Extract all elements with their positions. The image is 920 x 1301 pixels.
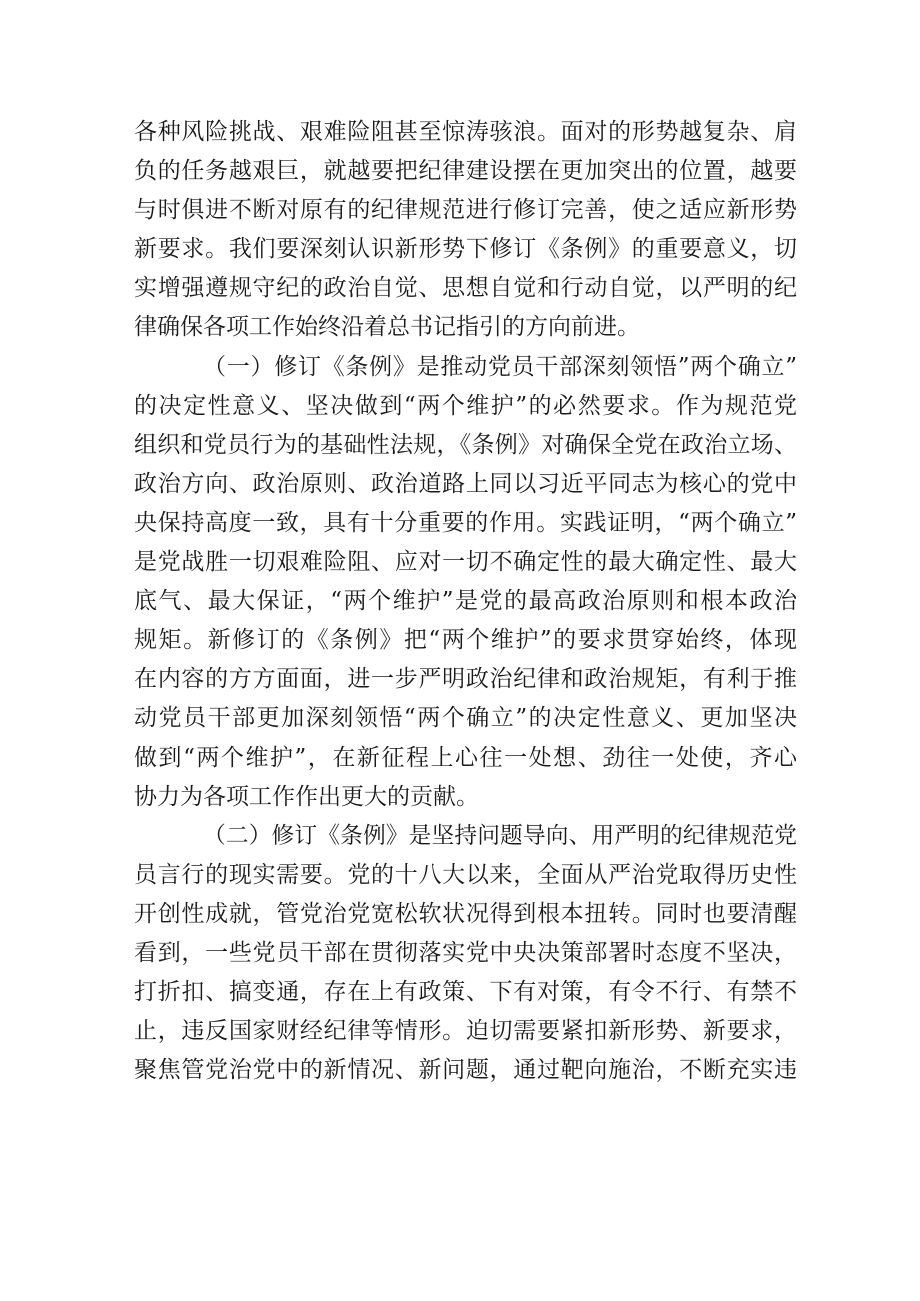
section-heading-line: （一）修订《条例》是推动党员干部深刻领悟”两个确立” bbox=[203, 353, 797, 380]
paragraph-section-2 bbox=[134, 817, 797, 1091]
text-line: 员言行的现实需要。党的十八大以来，全面从严治党取得历史性 bbox=[134, 861, 797, 888]
text-line: 协力为各项工作作出更大的贡献。 bbox=[134, 783, 479, 810]
text-line: 止，违反国家财经纪律等情形。迫切需要紧扣新形势、新要求， bbox=[134, 1018, 797, 1045]
document-body bbox=[134, 113, 797, 1090]
text-line: 央保持高度一致，具有十分重要的作用。实践证明，“两个确立” bbox=[134, 509, 797, 536]
section-heading-line: （二）修订《条例》是坚持问题导向、用严明的纪律规范党 bbox=[203, 822, 797, 849]
text-line: 律确保各项工作始终沿着总书记指引的方向前进。 bbox=[134, 314, 640, 341]
text-line: 与时俱进不断对原有的纪律规范进行修订完善，使之适应新形势 bbox=[134, 197, 797, 224]
text-line: 新要求。我们要深刻认识新形势下修订《条例》的重要意义，切 bbox=[134, 236, 797, 263]
paragraph-section-1 bbox=[134, 348, 797, 817]
text-line: 是党战胜一切艰难险阻、应对一切不确定性的最大确定性、最大 bbox=[134, 549, 797, 576]
text-line: 的决定性意义、坚决做到“两个维护”的必然要求。作为规范党 bbox=[134, 392, 797, 419]
text-line: 负的任务越艰巨，就越要把纪律建设摆在更加突出的位置，越要 bbox=[134, 158, 797, 185]
text-line: 动党员干部更加深刻领悟“两个确立”的决定性意义、更加坚决 bbox=[134, 705, 797, 732]
text-line: 做到“两个维护”，在新征程上心往一处想、劲往一处使，齐心 bbox=[134, 744, 797, 771]
text-line: 底气、最大保证，“两个维护”是党的最高政治原则和根本政治 bbox=[134, 588, 797, 615]
text-line: 各种风险挑战、艰难险阻甚至惊涛骇浪。面对的形势越复杂、肩 bbox=[134, 119, 797, 145]
text-line: 实增强遵规守纪的政治自觉、思想自觉和行动自觉，以严明的纪 bbox=[134, 275, 797, 302]
text-line: 聚焦管党治党中的新情况、新问题，通过靶向施治，不断充实违 bbox=[134, 1057, 797, 1084]
text-line: 看到，一些党员干部在贯彻落实党中央决策部署时态度不坚决， bbox=[134, 939, 797, 966]
text-line: 政治方向、政治原则、政治道路上同以习近平同志为核心的党中 bbox=[134, 470, 797, 497]
paragraph-intro bbox=[134, 113, 797, 348]
text-line: 开创性成就，管党治党宽松软状况得到根本扭转。同时也要清醒 bbox=[134, 900, 797, 927]
text-line: 在内容的方方面面，进一步严明政治纪律和政治规矩，有利于推 bbox=[134, 666, 797, 693]
text-line: 规矩。新修订的《条例》把“两个维护”的要求贯穿始终，体现 bbox=[134, 627, 797, 654]
text-line: 组织和党员行为的基础性法规，《条例》对确保全党在政治立场、 bbox=[134, 431, 797, 458]
text-line: 打折扣、搞变通，存在上有政策、下有对策，有令不行、有禁不 bbox=[134, 979, 797, 1006]
